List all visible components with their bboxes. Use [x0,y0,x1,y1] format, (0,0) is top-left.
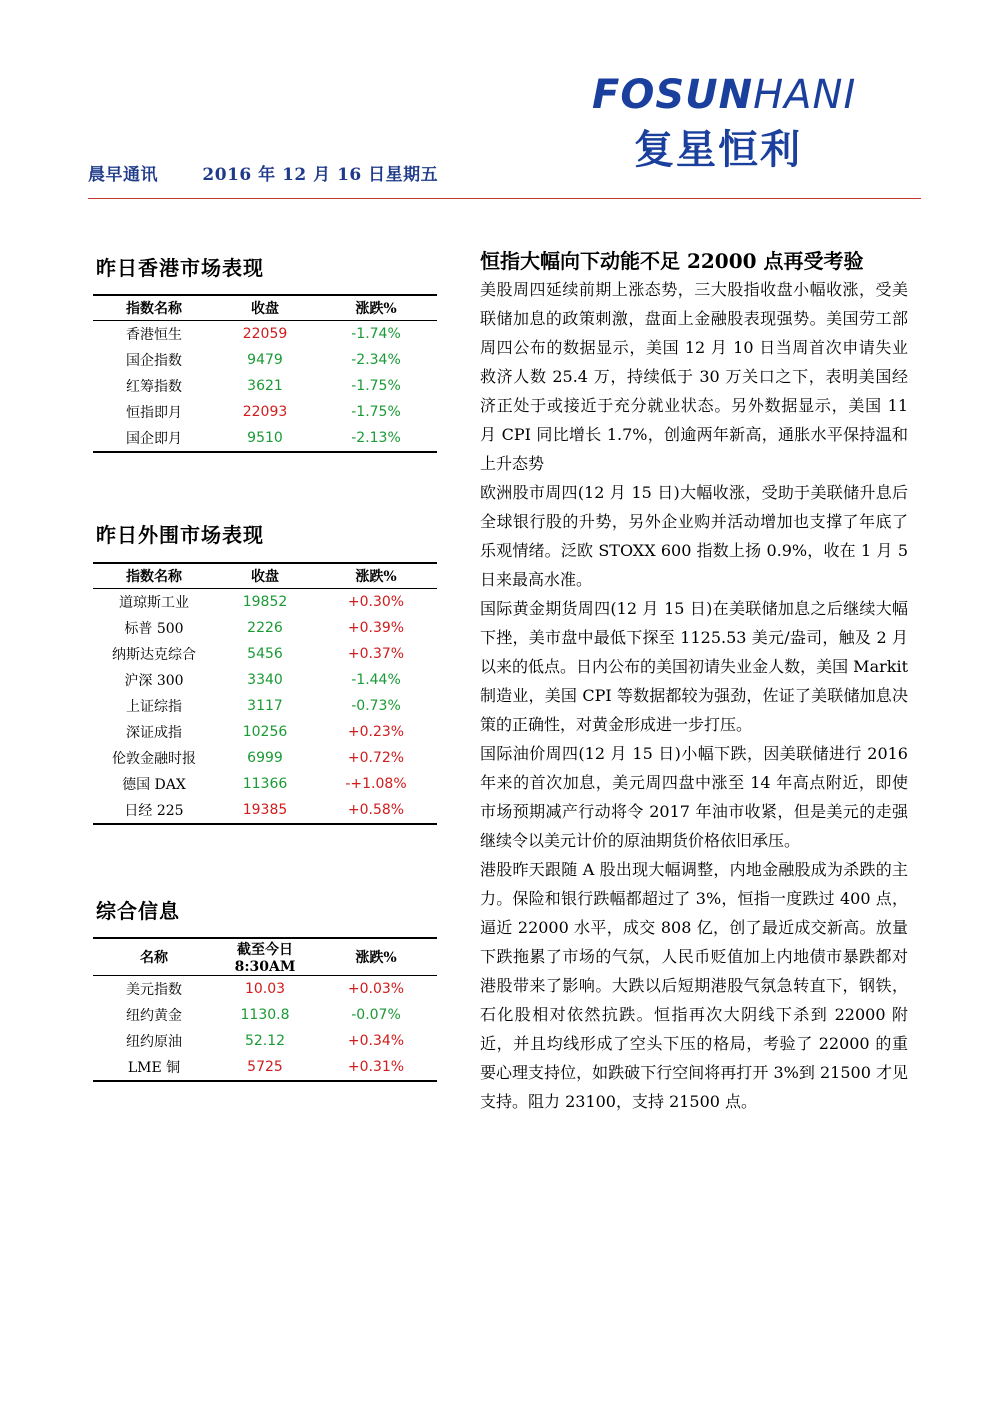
close-value: 3340 [247,672,283,688]
change-value: +0.37% [347,646,405,662]
general-info-table [93,937,437,1082]
change-value: -0.07% [351,1007,401,1023]
index-name: 恒指即月 [126,405,182,421]
table-header-row [93,563,437,589]
index-name: 香港恒生 [126,327,182,343]
index-name: LME 铜 [127,1060,181,1076]
column-header: 指数名称 [126,569,182,585]
change-value: -0.73% [351,698,401,714]
table-header-row [93,938,437,976]
change-value: +0.30% [347,594,405,610]
close-value: 9510 [247,430,283,446]
close-value: 3621 [247,378,283,394]
hk-market-title: 昨日香港市场表现 [96,256,264,280]
column-header: 名称 [140,950,168,966]
table-row [93,1054,437,1081]
close-value: 5725 [247,1059,283,1075]
close-value: 52.12 [244,1033,286,1049]
table-row [93,667,437,693]
general-info-title: 综合信息 [96,899,180,923]
table-row [93,1028,437,1054]
close-value: 3117 [247,698,283,714]
index-name: 沪深 300 [124,673,184,689]
index-name: 红筹指数 [126,379,182,395]
close-value: 5456 [247,646,283,662]
change-value: -2.34% [351,352,401,368]
close-value: 19852 [242,594,288,610]
table-row [93,399,437,425]
newsletter-date: 2016 年 12 月 16 日星期五 [202,165,439,185]
newsletter-header [88,160,438,185]
table-row [93,719,437,745]
table-row [93,589,437,616]
table-row [93,745,437,771]
close-value: 2226 [247,620,283,636]
table-row [93,641,437,667]
index-name: 德国 DAX [122,777,186,793]
change-value: -+1.08% [345,776,407,792]
index-name: 深证成指 [126,725,182,741]
change-value: -1.44% [351,672,401,688]
change-value: +0.23% [347,724,405,740]
close-value: 11366 [242,776,288,792]
change-value: +0.03% [347,981,405,997]
index-name: 国企指数 [126,353,182,369]
change-value: +0.39% [347,620,405,636]
change-value: +0.34% [347,1033,405,1049]
foreign-market-title: 昨日外围市场表现 [96,523,264,547]
table-row [93,347,437,373]
index-name: 国企即月 [126,431,182,447]
column-header: 截至今日 8:30AM [234,942,296,975]
table-row [93,321,437,348]
close-value: 10.03 [244,981,286,997]
article-paragraph: 港股昨天跟随 A 股出现大幅调整，内地金融股成为杀跌的主力。保险和银行跌幅都超过了 3%，恒指一度跌过 400 点，逼近 22000 水平，成交 808 亿，创了最近成交新高。放量下跌拖累了市场的气氛，人民币贬值加上内地债市暴跌都对港股带来了影响。大跌以后短期港股气氛急转直下，钢铁，石化股相对依然抗跌。恒指再次大阴线下杀到 22000 附近，并且均线形成了空头下压的格局，考验了 22000 的重要心理支持位，如跌破下行空间将再打开 3%到 21500 才见支持。阻力 23100，支持 21500 点。 [480,860,908,1111]
change-value: +0.72% [347,750,405,766]
column-header: 涨跌% [355,301,397,317]
table-row [93,1002,437,1028]
table-row [93,425,437,452]
column-header: 涨跌% [355,569,397,585]
foreign-market-table [93,562,437,825]
close-value: 10256 [242,724,288,740]
close-value: 19385 [242,802,288,818]
close-value: 9479 [247,352,283,368]
close-value: 22093 [242,404,288,420]
change-value: +0.31% [347,1059,405,1075]
column-header: 涨跌% [355,950,397,966]
index-name: 纽约黄金 [126,1008,182,1024]
article-paragraph: 国际油价周四(12 月 15 日)小幅下跌，因美联储进行 2016 年来的首次加息，美元周四盘中涨至 14 年高点附近，即使市场预期减产行动将令 2017 年油市收紧，但是美元的走强继续令以美元计价的原油期货价格依旧承压。 [480,744,908,850]
logo-english: FOSUNHANI [592,72,857,118]
index-name: 标普 500 [124,621,184,637]
article-paragraph: 欧洲股市周四(12 月 15 日)大幅收涨，受助于美联储升息后全球银行股的升势，另外企业购并活动增加也支撑了年底了乐观情绪。泛欧 STOXX 600 指数上扬 0.9%，收在 1 月 5 日来最高水准。 [480,483,908,589]
fosun-hani-logo [592,72,892,173]
column-header: 收盘 [251,569,279,585]
close-value: 6999 [247,750,283,766]
close-value: 1130.8 [240,1007,290,1023]
index-name: 纽约原油 [126,1034,182,1050]
article-title: 恒指大幅向下动能不足 22000 点再受考验 [480,249,864,273]
change-value: -1.74% [351,326,401,342]
change-value: -2.13% [351,430,401,446]
logo-chinese: 复星恒利 [634,127,802,173]
column-header: 收盘 [251,301,279,317]
change-value: +0.58% [347,802,405,818]
header-divider [88,198,921,199]
hk-market-table [93,294,437,453]
index-name: 上证综指 [126,699,182,715]
index-name: 伦敦金融时报 [112,751,196,767]
table-row [93,771,437,797]
table-row [93,693,437,719]
article-paragraph: 国际黄金期货周四(12 月 15 日)在美联储加息之后继续大幅下挫，美市盘中最低下探至 1125.53 美元/盎司，触及 2 月以来的低点。日内公布的美国初请失业金人数，美国 Markit 制造业，美国 CPI 等数据都较为强劲，佐证了美联储加息决策的正确性，对黄金形成进一步打压。 [480,599,908,734]
table-row [93,615,437,641]
column-header: 指数名称 [126,301,182,317]
table-header-row [93,295,437,321]
index-name: 美元指数 [126,982,182,998]
article-body [480,275,908,1116]
article-paragraph: 美股周四延续前期上涨态势，三大股指收盘小幅收涨，受美联储加息的政策刺激，盘面上金融股表现强势。美国劳工部周四公布的数据显示，美国 12 月 10 日当周首次申请失业救济人数 25.4 万，持续低于 30 万关口之下，表明美国经济正处于或接近于充分就业状态。另外数据显示，美国 11 月 CPI 同比增长 1.7%，创逾两年新高，通胀水平保持温和上升态势 [480,280,908,473]
table-row [93,976,437,1003]
table-row [93,797,437,824]
close-value: 22059 [242,326,288,342]
table-row [93,373,437,399]
change-value: -1.75% [351,378,401,394]
change-value: -1.75% [351,404,401,420]
index-name: 道琼斯工业 [119,595,189,611]
index-name: 纳斯达克综合 [112,647,196,663]
newsletter-label: 晨早通讯 [88,165,158,185]
index-name: 日经 225 [124,803,184,819]
